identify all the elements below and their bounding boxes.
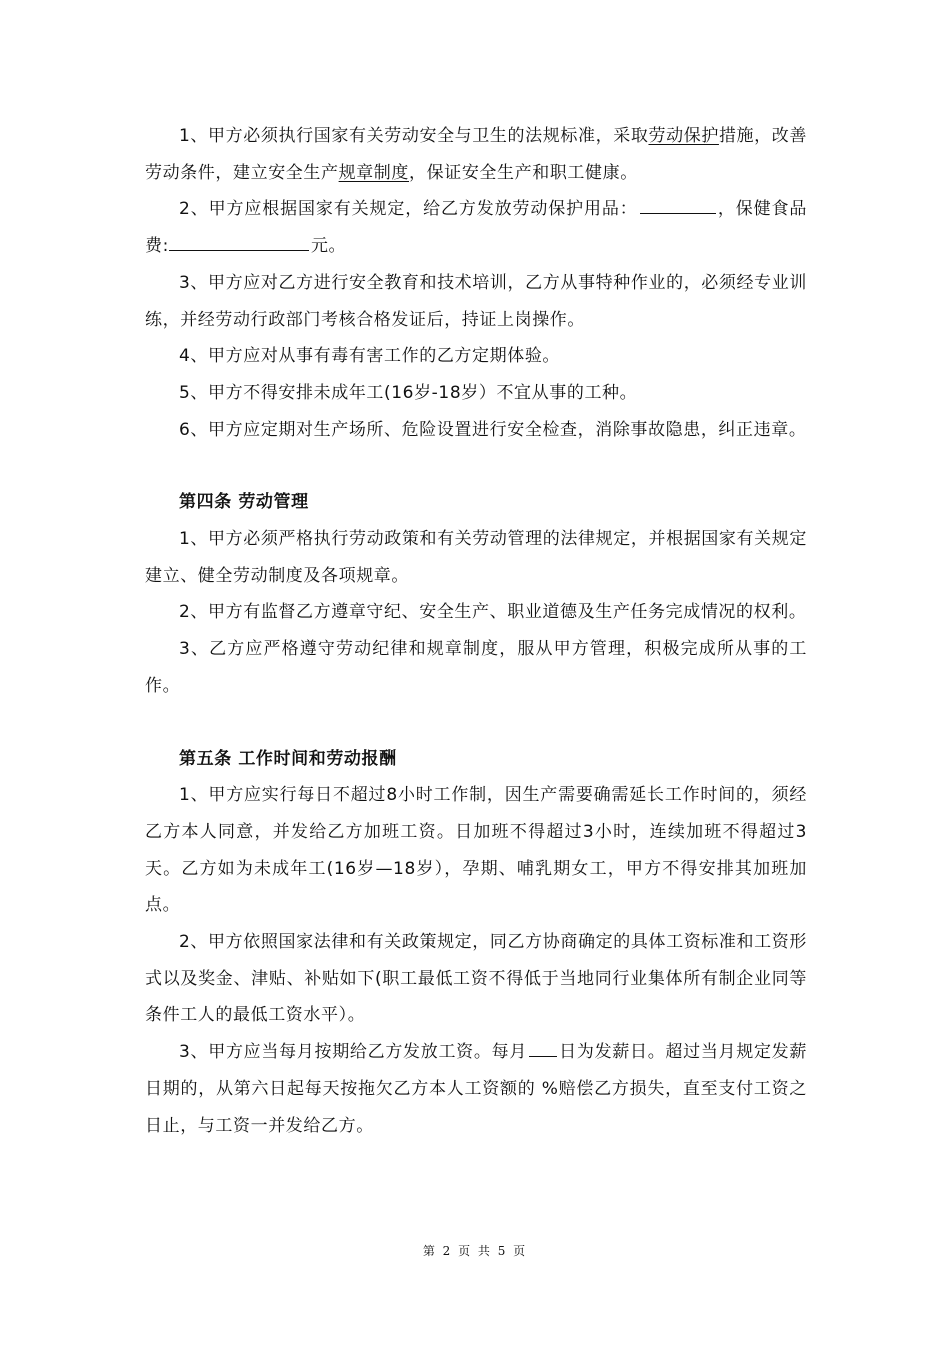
safety-item-1-text-end: ，保证安全生产和职工健康。 <box>409 162 638 183</box>
safety-item-1-text-middle: 措施，改善劳动条件，建立安全生产 <box>145 126 808 183</box>
underlined-term-labor-protection: 劳动保护 <box>648 126 719 146</box>
section-5-item-3 <box>145 1034 807 1144</box>
section-5-item-1: 1、甲方应实行每日不超过8小时工作制，因生产需要确需延长工作时间的，须经乙方本人同意，并发给乙方加班工资。日加班不得超过3小时，连续加班不得超过3天。乙方如为未成年工(16岁—18岁），孕期、哺乳期女工，甲方不得安排其加班加点。 <box>145 785 807 916</box>
section-5-item-3-text-end: 日为发薪日。超过当月规定发薪日期的，从第六日起每天按拖欠乙方本人工资额的 %赔偿乙方损失，直至支付工资之日止，与工资一并发给乙方。 <box>145 1042 807 1136</box>
section-4-title: 第四条 劳动管理 <box>179 492 309 513</box>
section-5-item-2: 2、甲方依照国家法律和有关政策规定，同乙方协商确定的具体工资标准和工资形式以及奖金、津贴、补贴如下(职工最低工资不得低于当地同行业集体所有制企业同等条件工人的最低工资水平）。 <box>145 932 807 1026</box>
section-4-item-3: 3、乙方应严格遵守劳动纪律和规章制度，服从甲方管理，积极完成所从事的工作。 <box>145 639 807 696</box>
section-5-item-3-text: 3、甲方应当每月按期给乙方发放工资。每月 <box>179 1042 528 1063</box>
safety-item-2-text-middle: ，保健食品费: <box>145 199 807 257</box>
section-4-item-2: 2、甲方有监督乙方遵章守纪、安全生产、职业道德及生产任务完成情况的权利。 <box>179 602 807 623</box>
payday-blank[interactable] <box>529 1036 557 1057</box>
safety-item-2-text-end: 元。 <box>310 236 347 257</box>
underlined-term-rules: 规章制度 <box>338 162 410 183</box>
section-gap <box>145 705 807 741</box>
section-4-item-1: 1、甲方必须严格执行劳动政策和有关劳动管理的法律规定，并根据国家有关规定建立、健全劳动制度及各项规章。 <box>145 529 807 586</box>
safety-item-6: 6、甲方应定期对生产场所、危险设置进行安全检查，消除事故隐患，纠正违章。 <box>179 419 807 440</box>
safety-item-2 <box>145 191 807 264</box>
section-gap <box>145 448 807 484</box>
safety-item-4: 4、甲方应对从事有毒有害工作的乙方定期体验。 <box>179 346 561 367</box>
safety-item-1-text: 1、甲方必须执行国家有关劳动安全与卫生的法规标准，采取 <box>179 126 649 146</box>
protective-gear-blank[interactable] <box>640 193 716 214</box>
safety-item-5: 5、甲方不得安排未成年工(16岁-18岁）不宜从事的工种。 <box>179 382 638 403</box>
safety-item-2-text: 2、甲方应根据国家有关规定，给乙方发放劳动保护用品： <box>179 199 638 220</box>
safety-item-1 <box>145 118 807 191</box>
page-number-footer: 第 2 页 共 5 页 <box>422 1244 528 1258</box>
document-body <box>145 118 807 1144</box>
safety-item-3: 3、甲方应对乙方进行安全教育和技术培训，乙方从事特种作业的，必须经专业训练，并经劳动行政部门考核合格发证后，持证上岗操作。 <box>145 272 807 330</box>
food-allowance-blank[interactable] <box>169 230 309 251</box>
section-5-title: 第五条 工作时间和劳动报酬 <box>179 748 397 769</box>
